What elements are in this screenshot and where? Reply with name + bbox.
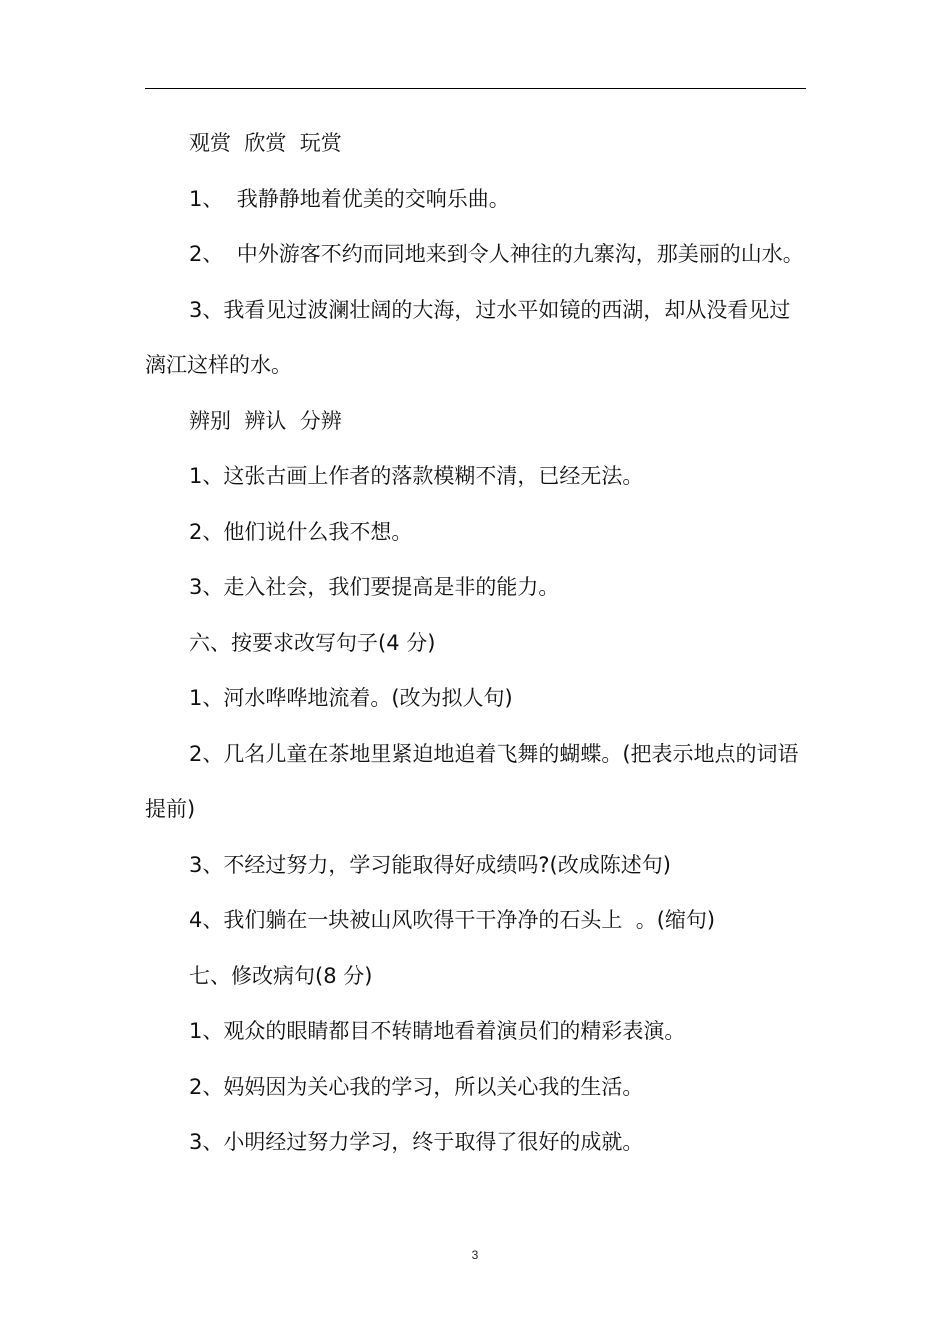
rewrite-item-1: 1、河水哗哗地流着。(改为拟人句) (189, 686, 513, 710)
word-group-2: 辨别 辨认 分辨 (189, 408, 342, 433)
rewrite-item-2: 2、几名儿童在茶地里紧迫地追着飞舞的蝴蝶。(把表示地点的词语提前) (145, 741, 799, 821)
rewrite-item-3: 3、不经过努力，学习能取得好成绩吗?(改成陈述句) (189, 852, 671, 877)
word-group-1: 观赏 欣赏 玩赏 (189, 131, 342, 155)
exercise-2-2: 2、他们说什么我不想。 (189, 519, 413, 544)
correction-item-2: 2、妈妈因为关心我的学习，所以关心我的生活。 (189, 1074, 644, 1099)
rewrite-item-4: 4、我们躺在一块被山风吹得干干净净的石头上 。(缩句) (189, 908, 716, 932)
section-heading-6: 六、按要求改写句子(4 分) (189, 630, 436, 655)
exercise-2-3: 3、走入社会，我们要提高是非的能力。 (189, 575, 560, 599)
exercise-1-1: 1、 我静静地着优美的交响乐曲。 (189, 186, 510, 211)
section-heading-7: 七、修改病句(8 分) (189, 963, 373, 988)
header-rule (145, 88, 806, 89)
exercise-2-1: 1、这张古画上作者的落款模糊不清，已经无法。 (189, 464, 644, 488)
exercise-1-3: 3、我看见过波澜壮阔的大海，过水平如镜的西湖，却从没看见过漓江这样的水。 (145, 297, 791, 377)
exercise-1-2: 2、 中外游客不约而同地来到令人神往的九寨沟，那美丽的山水。 (189, 242, 804, 266)
page-number: 3 (471, 1248, 479, 1262)
correction-item-3: 3、小明经过努力学习，终于取得了很好的成就。 (189, 1130, 644, 1154)
correction-item-1: 1、观众的眼睛都目不转睛地看着演员们的精彩表演。 (189, 1019, 686, 1043)
document-body (145, 116, 810, 1171)
